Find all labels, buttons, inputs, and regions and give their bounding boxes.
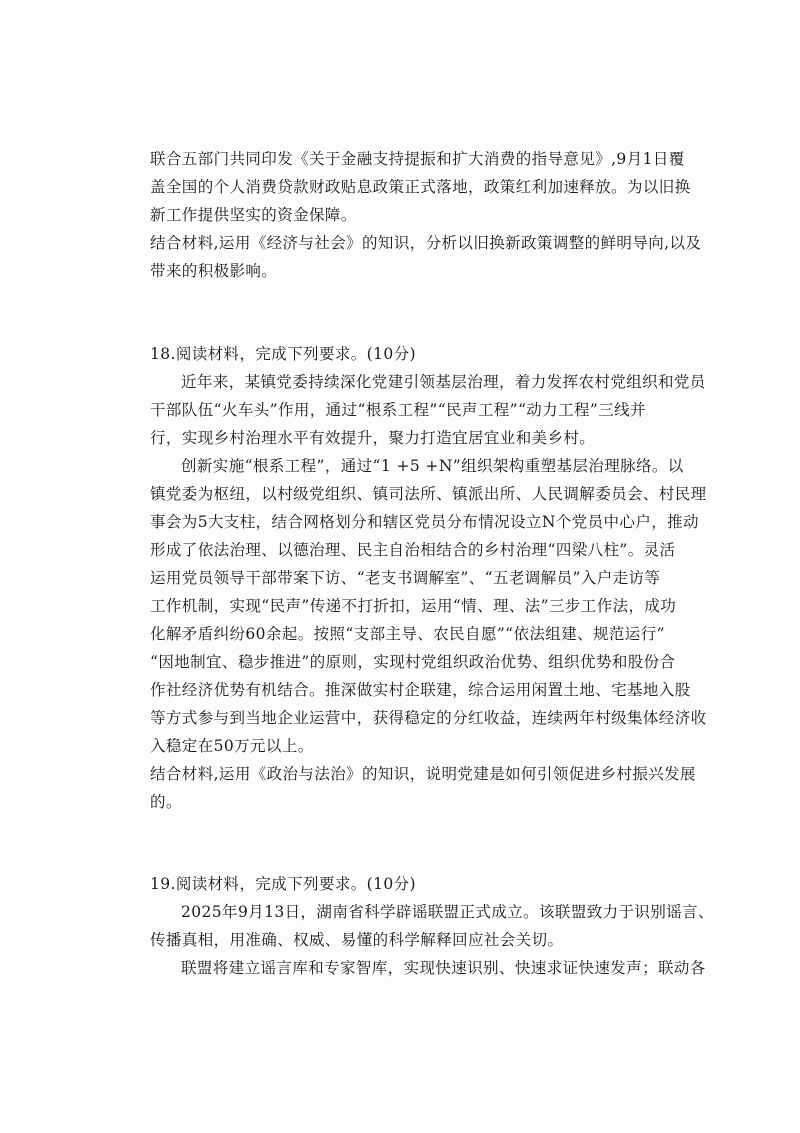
text-line: 干部队伍“火车头”作用，通过“根系工程”“民声工程”“动力工程”三线并 <box>150 401 646 419</box>
text-line: 创新实施“根系工程”，通过“1 +5 +N”组织架构重塑基层治理脉络。以 <box>181 457 684 475</box>
text-line: 近年来，某镇党委持续深化党建引领基层治理，着力发挥农村党组织和党员 <box>181 373 706 391</box>
text-line: 事会为5大支柱，结合网格划分和辖区党员分布情况设立N个党员中心户，推动 <box>150 513 699 531</box>
text-line: 镇党委为枢纽，以村级党组织、镇司法所、镇派出所、人民调解委员会、村民理 <box>150 485 707 503</box>
text-line: 作社经济优势有机结合。推深做实村企联建，综合运用闲置土地、宅基地入股 <box>150 681 691 699</box>
text-line: 结合材料,运用《政治与法治》的知识，说明党建是如何引领促进乡村振兴发展 <box>150 765 696 783</box>
text-line: 新工作提供坚实的资金保障。 <box>150 206 357 224</box>
text-line: 运用党员领导干部带案下访、“老支书调解室”、“五老调解员”入户走访等 <box>150 569 661 587</box>
text-line: 入稳定在50万元以上。 <box>150 737 314 755</box>
text-line: 2025年9月13日，湖南省科学辟谣联盟正式成立。该联盟致力于识别谣言、 <box>181 903 714 921</box>
text-line: 联盟将建立谣言库和专家智库，实现快速识别、快速求证快速发声；联动各 <box>181 959 706 977</box>
text-line: 行，实现乡村治理水平有效提升，聚力打造宜居宜业和美乡村。 <box>150 429 596 447</box>
text-line: “因地制宜、稳步推进”的原则，实现村党组织政治优势、组织优势和股份合 <box>150 653 676 671</box>
text-line: 盖全国的个人消费贷款财政贴息政策正式落地，政策红利加速释放。为以旧换 <box>150 178 691 196</box>
text-line: 等方式参与到当地企业运营中，获得稳定的分红收益，连续两年村级集体经济收 <box>150 709 707 727</box>
text-line: 工作机制，实现“民声”传递不打折扣，运用“情、理、法”三步工作法，成功 <box>150 597 677 615</box>
text-line: 形成了依法治理、以德治理、民主自治相结合的乡村治理“四梁八柱”。灵活 <box>150 541 676 559</box>
question-18-heading: 18.阅读材料，完成下列要求。(10分) <box>150 345 416 363</box>
text-line: 的。 <box>150 793 182 811</box>
text-line: 传播真相，用准确、权威、易懂的科学解释回应社会关切。 <box>150 931 564 949</box>
text-line: 联合五部门共同印发《关于金融支持提振和扩大消费的指导意见》,9月1日覆 <box>150 150 685 168</box>
question-19-heading: 19.阅读材料，完成下列要求。(10分) <box>150 875 416 893</box>
text-line: 化解矛盾纠纷60余起。按照“支部主导、农民自愿”“依法组建、规范运行” <box>150 625 665 643</box>
text-line: 结合材料,运用《经济与社会》的知识，分析以旧换新政策调整的鲜明导向,以及 <box>150 234 702 252</box>
text-line: 带来的积极影响。 <box>150 262 278 280</box>
